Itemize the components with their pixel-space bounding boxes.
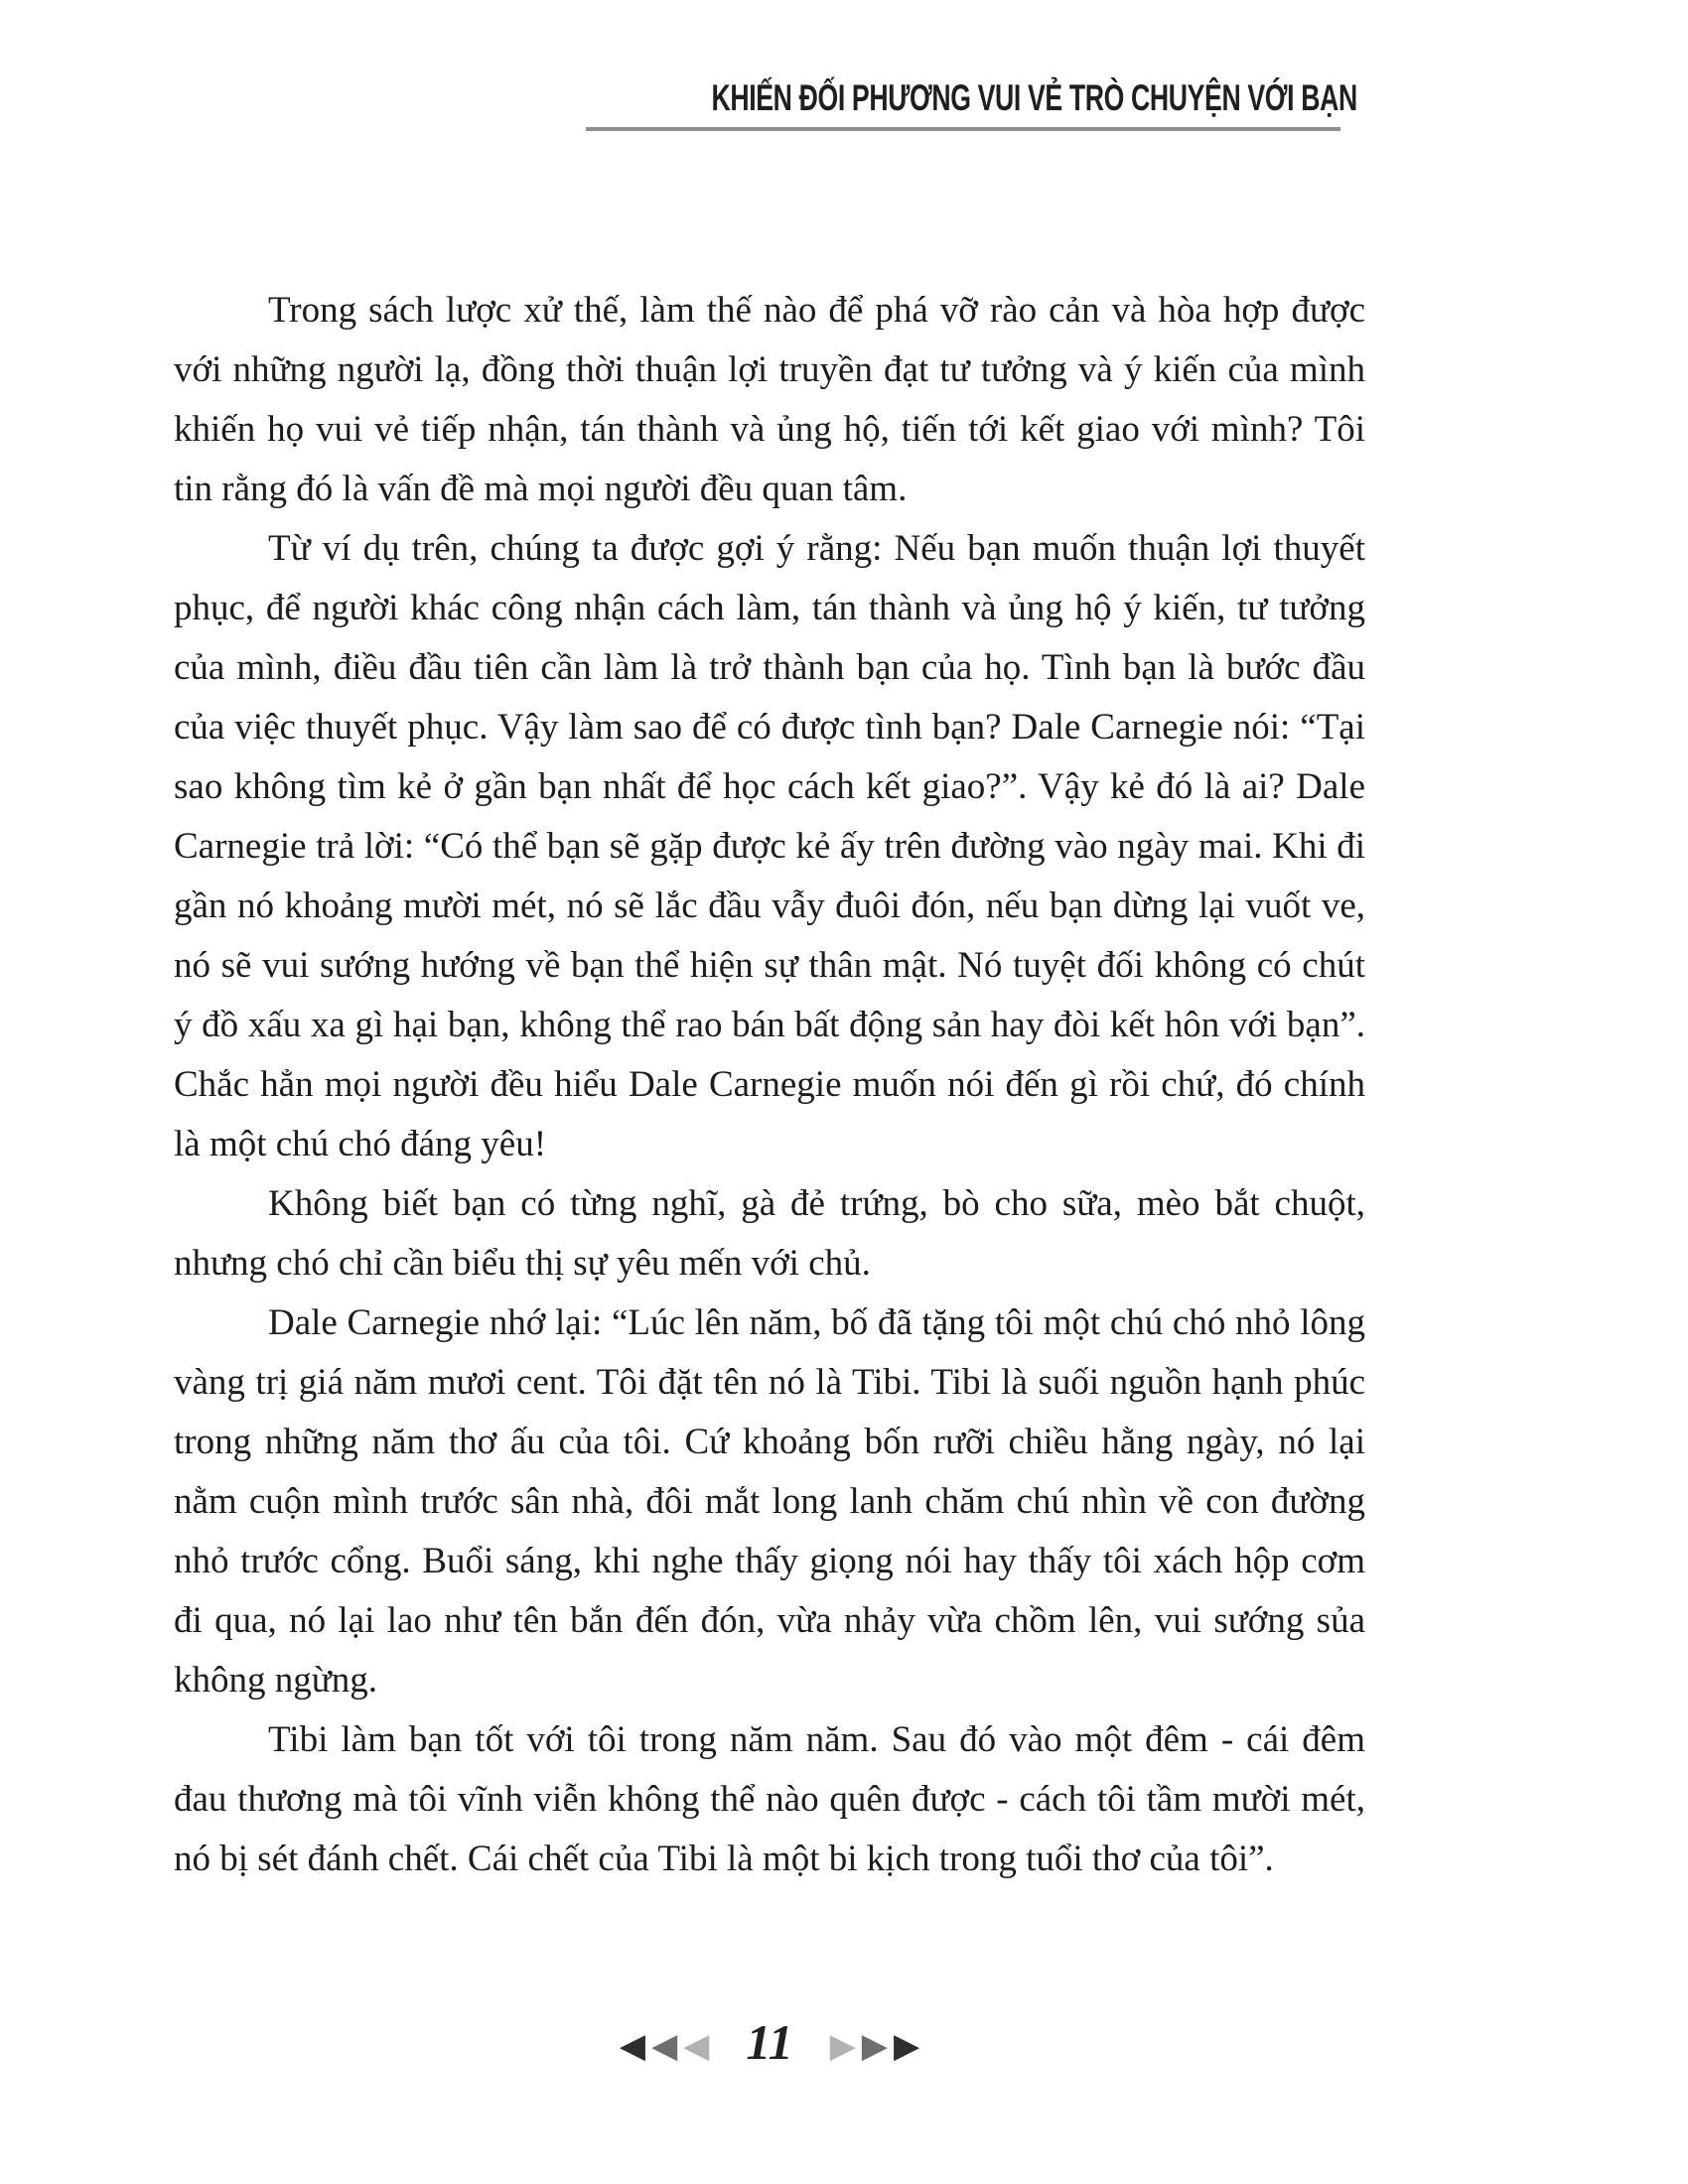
body-paragraph: Không biết bạn có từng nghĩ, gà đẻ trứng, bò cho sữa, mèo bắt chuột, nhưng chó chỉ cần biểu thị sự yêu mến với chủ. xyxy=(174,1183,1365,1284)
body-paragraph: Dale Carnegie nhớ lại: “Lúc lên năm, bố đã tặng tôi một chú chó nhỏ lông vàng trị giá năm mươi cent. Tôi đặt tên nó là Tibi. Tibi là suối nguồn hạnh phúc trong những năm thơ ấu của tôi. Cứ khoảng bốn rưỡi chiều hằng ngày, nó lại nằm cuộn mình trước sân nhà, đôi mắt long lanh chăm chú nhìn về con đường nhỏ trước cổng. Buổi sáng, khi nghe thấy giọng nói hay thấy tôi xách hộp cơm đi qua, nó lại lao như tên bắn đến đón, vừa nhảy vừa chồm lên, vui sướng sủa không ngừng. xyxy=(174,1302,1365,1701)
right-arrow-icon: ▶ xyxy=(893,2026,920,2066)
left-arrow-icon: ◀ xyxy=(683,2026,710,2066)
body-paragraph: Từ ví dụ trên, chúng ta được gợi ý rằng: Nếu bạn muốn thuận lợi thuyết phục, để người khác công nhận cách làm, tán thành và ủng hộ ý kiến, tư tưởng của mình, điều đầu tiên cần làm là trở thành bạn của họ. Tình bạn là bước đầu của việc thuyết phục. Vậy làm sao để có được tình bạn? Dale Carnegie nói: “Tại sao không tìm kẻ ở gần bạn nhất để học cách kết giao?”. Vậy kẻ đó là ai? Dale Carnegie trả lời: “Có thể bạn sẽ gặp được kẻ ấy trên đường vào ngày mai. Khi đi gần nó khoảng mười mét, nó sẽ lắc đầu vẫy đuôi đón, nếu bạn dừng lại vuốt ve, nó sẽ vui sướng hướng về bạn thể hiện sự thân mật. Nó tuyệt đối không có chút ý đồ xấu xa gì hại bạn, không thể rao bán bất động sản hay đòi kết hôn với bạn”. Chắc hẳn mọi người đều hiểu Dale Carnegie muốn nói đến gì rồi chứ, đó chính là một chú chó đáng yêu! xyxy=(174,528,1365,1164)
chapter-title: KHIẾN ĐỐI PHƯƠNG VUI VẺ TRÒ CHUYỆN VỚI BẠN xyxy=(711,77,1357,118)
body-paragraph: Trong sách lược xử thế, làm thế nào để phá vỡ rào cản và hòa hợp được với những người lạ, đồng thời thuận lợi truyền đạt tư tưởng và ý kiến của mình khiến họ vui vẻ tiếp nhận, tán thành và ủng hộ, tiến tới kết giao với mình? Tôi tin rằng đó là vấn đề mà mọi người đều quan tâm. xyxy=(174,290,1365,509)
left-arrow-icon: ◀ xyxy=(651,2026,678,2066)
right-arrow-icon: ▶ xyxy=(829,2026,856,2066)
running-header xyxy=(586,77,1357,131)
page-body xyxy=(174,281,1365,1889)
right-arrow-icon: ▶ xyxy=(861,2026,888,2066)
page-number: 11 xyxy=(746,2014,793,2070)
page-footer xyxy=(174,2014,1365,2071)
left-arrow-icon: ◀ xyxy=(619,2026,646,2066)
body-paragraph: Tibi làm bạn tốt với tôi trong năm năm. Sau đó vào một đêm - cái đêm đau thương mà tôi vĩnh viễn không thể nào quên được - cách tôi tầm mười mét, nó bị sét đánh chết. Cái chết của Tibi là một bi kịch trong tuổi thơ của tôi”. xyxy=(174,1719,1365,1879)
